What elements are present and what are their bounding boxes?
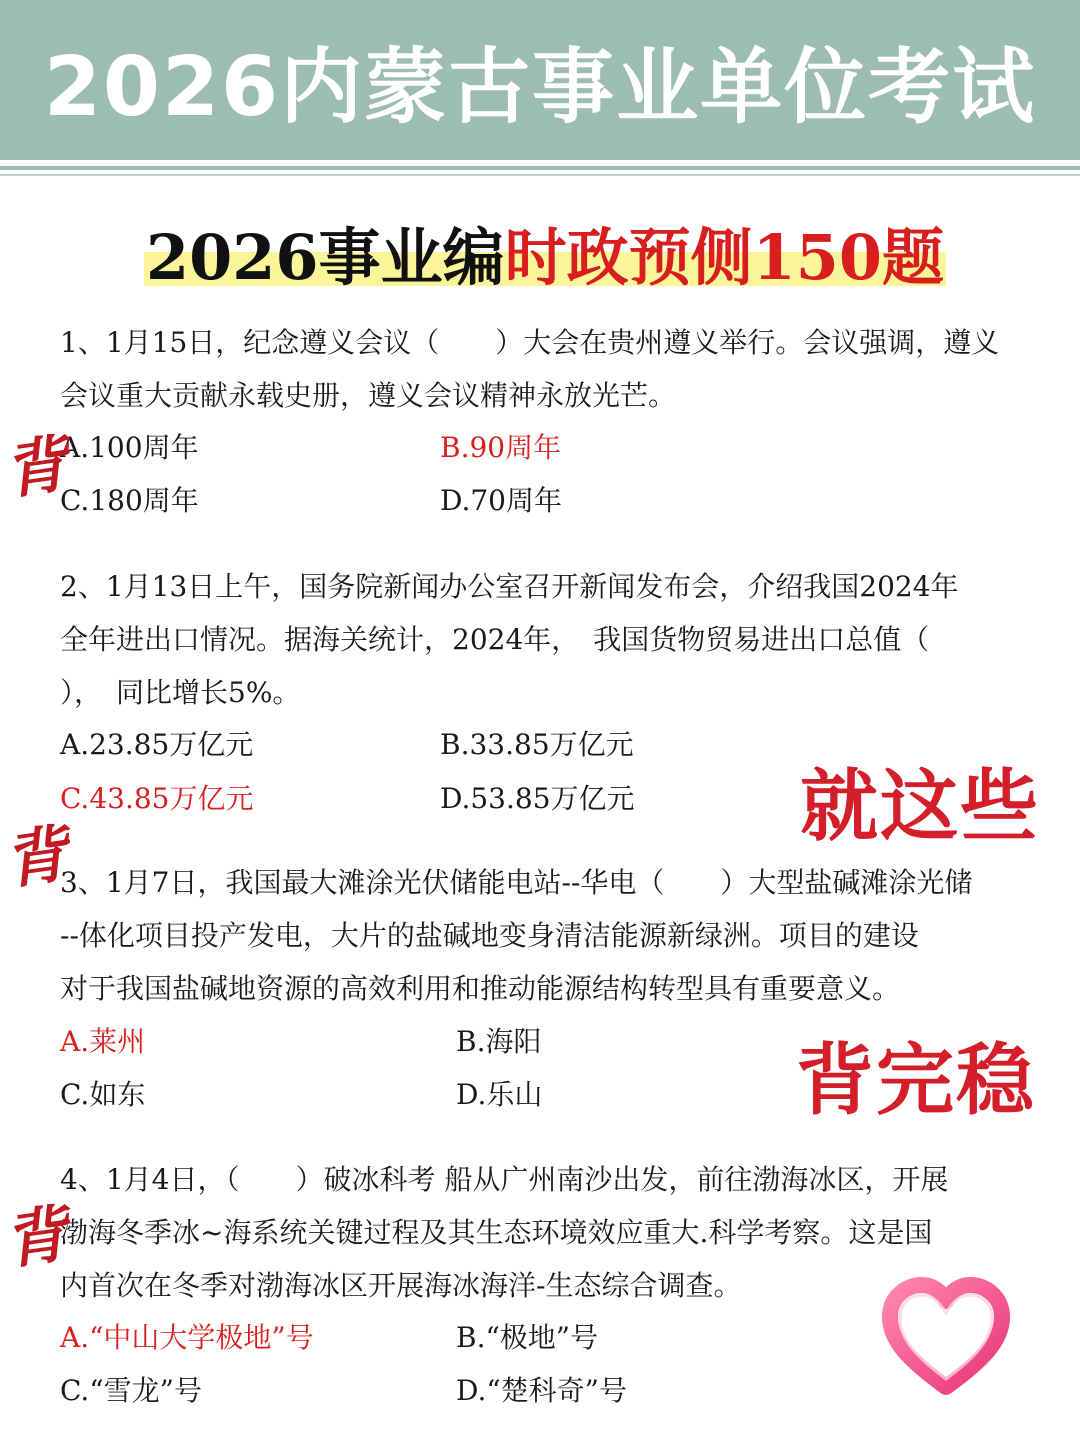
question-line: 渤海冬季冰~海系统关键过程及其生态环境效应重大.科学考察。这是国 — [60, 1216, 933, 1249]
memorize-mark: 背 — [0, 1196, 72, 1278]
header-banner — [0, 0, 1080, 160]
option-d: D.70周年 — [440, 484, 562, 517]
option-b: B.33.85万亿元 — [440, 728, 634, 761]
option-a: A.23.85万亿元 — [60, 728, 254, 761]
stamp-jiuzhexie: 就这些 — [800, 762, 1041, 852]
option-d: D.乐山 — [456, 1078, 543, 1111]
option-d: D.53.85万亿元 — [440, 782, 635, 815]
question-1-text — [60, 316, 1030, 422]
option-a-correct: A.莱州 — [60, 1025, 146, 1058]
question-line: 对于我国盐碱地资源的高效利用和推动能源结构转型具有重要意义。 — [60, 972, 901, 1005]
option-c: C.如东 — [60, 1078, 146, 1111]
option-d: D.“楚科奇”号 — [456, 1374, 627, 1407]
option-b: B.“极地”号 — [456, 1321, 599, 1354]
heart-icon — [880, 1275, 1012, 1399]
question-line: 会议重大贡献永载史册，遵义会议精神永放光芒。 — [60, 379, 677, 412]
question-line: --体化项目投产发电，大片的盐碱地变身清洁能源新绿洲。项目的建设 — [60, 919, 919, 952]
option-b: B.海阳 — [456, 1025, 542, 1058]
stamp-beiwanwen: 背完稳 — [796, 1036, 1037, 1126]
question-line: 4、1月4日，（ ）破冰科考 船从广州南沙出发，前往渤海冰区，开展 — [60, 1163, 949, 1196]
memorize-mark: 背 — [0, 426, 72, 508]
banner-title: 2026内蒙古事业单位考试 — [43, 39, 1037, 135]
subtitle-part2: 时政预侧150题 — [504, 220, 944, 294]
question-line: 2、1月13日上午，国务院新闻办公室召开新闻发布会，介绍我国2024年 — [60, 570, 959, 603]
option-b-correct: B.90周年 — [440, 431, 562, 464]
option-c-correct: C.43.85万亿元 — [60, 782, 254, 815]
divider — [0, 166, 1080, 170]
option-a-correct: A.“中山大学极地”号 — [60, 1321, 314, 1354]
question-line: 1、1月15日，纪念遵义会议（ ）大会在贵州遵义举行。会议强调，遵义 — [60, 326, 1000, 359]
question-line: 3、1月7日，我国最大滩涂光伏储能电站--华电（ ）大型盐碱滩涂光储 — [60, 866, 973, 899]
question-line: 内首次在冬季对渤海冰区开展海冰海洋-生态综合调查。 — [60, 1269, 742, 1302]
memorize-mark: 背 — [0, 816, 72, 898]
question-2-text — [60, 560, 1030, 719]
option-c: C.“雪龙”号 — [60, 1374, 202, 1407]
page-subtitle — [140, 212, 950, 292]
option-c: C.180周年 — [60, 484, 199, 517]
divider — [0, 174, 1080, 176]
question-line: ）， 同比增长5%。 — [60, 676, 301, 709]
option-a: A.100周年 — [60, 431, 199, 464]
question-3-text — [60, 856, 1030, 1015]
subtitle-part1: 2026事业编 — [146, 220, 505, 294]
question-line: 全年进出口情况。据海关统计，2024年， 我国货物贸易进出口总值（ — [60, 623, 930, 656]
